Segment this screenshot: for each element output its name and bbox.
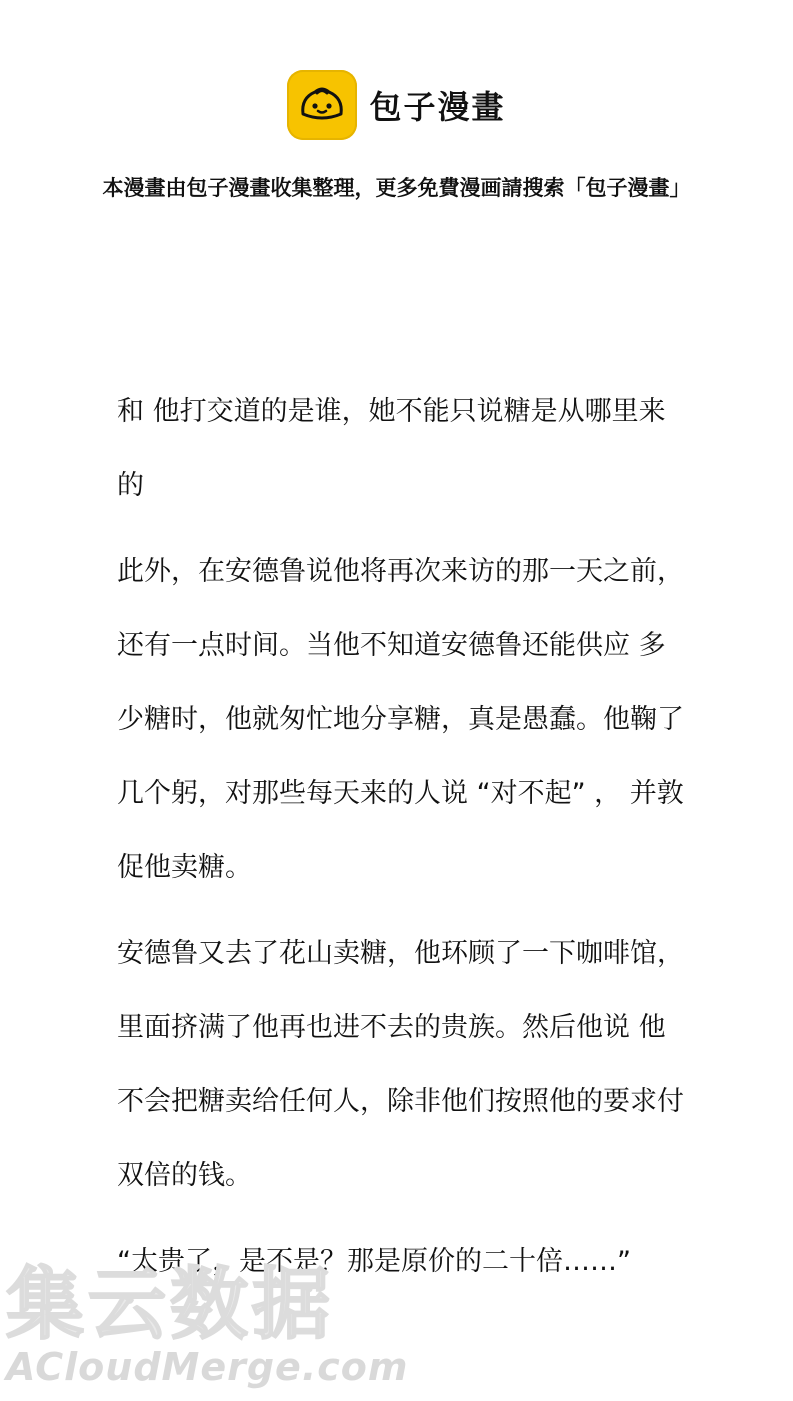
watermark-latin: ACloudMerge.com xyxy=(6,1345,409,1389)
watermark-cjk: 集云数据 xyxy=(6,1260,335,1350)
source-notice: 本漫畫由包子漫畫收集整理，更多免費漫画請搜索「包子漫畫」 xyxy=(102,176,691,200)
paragraph-3: 安德鲁又去了花山卖糖，他环顾了一下咖啡馆，里面挤满了他再也进不去的贵族。然后他说 他不会把糖卖给任何人，除非他们按照他的要求付双倍的钱。 xyxy=(117,938,684,1191)
paragraph-4: “太贵了，是不是？那是原价的二十倍……” xyxy=(117,1246,631,1277)
steamed-bun-icon[interactable] xyxy=(287,70,357,140)
paragraph-1: 和 他打交道的是谁，她不能只说糖是从哪里来的 xyxy=(117,396,666,501)
app-name[interactable]: 包子漫畫 xyxy=(369,88,506,126)
chapter-text xyxy=(117,375,687,1311)
paragraph-2: 此外，在安德鲁说他将再次来访的那一天之前，还有一点时间。当他不知道安德鲁还能供应 多少糖时，他就匆忙地分享糖，真是愚蠢。他鞠了几个躬，对那些每天来的人说 “对不起” ， 并敦促他卖糖。 xyxy=(117,556,684,883)
site-header xyxy=(0,70,793,140)
bun-graphic xyxy=(299,84,345,124)
